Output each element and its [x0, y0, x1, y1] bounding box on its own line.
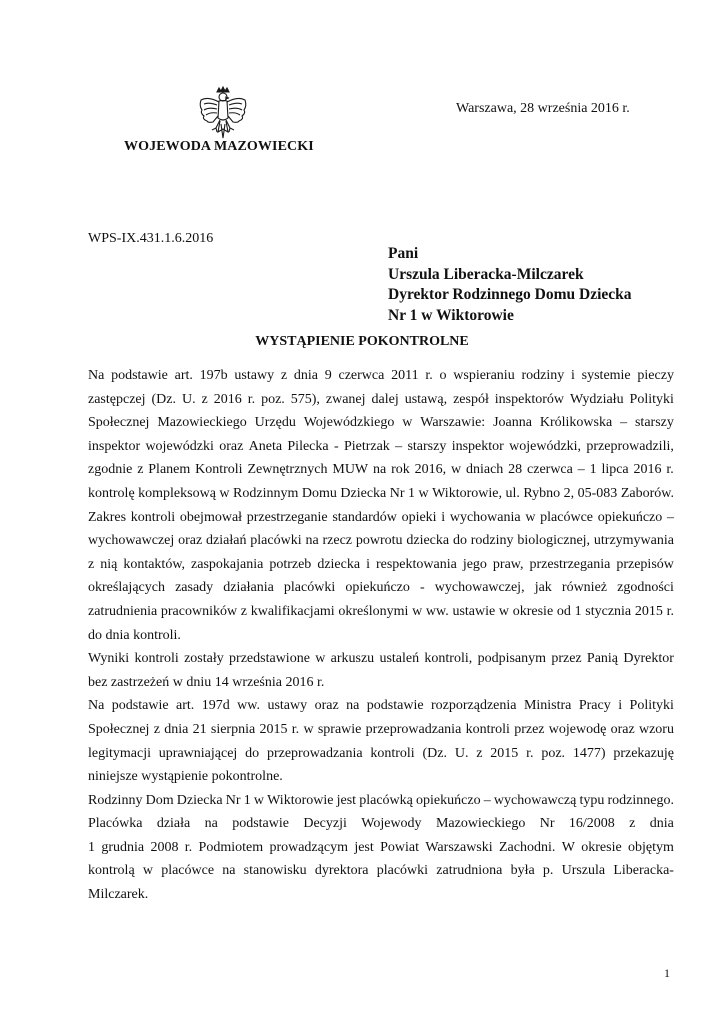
body-text-line: kontrolę kompleksową w Rodzinnym Domu Dziecka Nr 1 w Wiktorowie, ul. Rybno 2, 05-083 Zaborów.: [88, 485, 674, 501]
document-body: [88, 364, 674, 907]
recipient-line: Urszula Liberacka-Milczarek: [388, 265, 584, 283]
body-text-line: Rodzinny Dom Dziecka Nr 1 w Wiktorowie jest placówką opiekuńczo – wychowawczą typu rodzinnego.: [88, 792, 674, 808]
recipient-line: Nr 1 w Wiktorowie: [388, 306, 514, 324]
body-text-line: Zakres kontroli obejmował przestrzeganie standardów opieki i wychowania w placówce opiekuńczo –: [88, 509, 674, 525]
body-text-line: Placówka działa na podstawie Decyzji Wojewody Mazowieckiego Nr 16/2008 z dnia: [88, 816, 674, 832]
body-text-line: Milczarek.: [88, 887, 149, 903]
body-text-line: Na podstawie art. 197b ustawy z dnia 9 czerwca 2011 r. o wspieraniu rodziny i systemie pieczy: [88, 368, 674, 383]
issuing-authority: WOJEWODA MAZOWIECKI: [124, 139, 314, 154]
recipient-line: Pani: [388, 245, 419, 262]
place-and-date: Warszawa, 28 września 2016 r.: [456, 101, 630, 116]
body-text-line: legitymacji uprawniającej do przeprowadzania kontroli (Dz. U. z 2015 r. poz. 1477) przekazuję: [88, 745, 674, 761]
body-text-line: do dnia kontroli.: [88, 627, 181, 643]
document-title: WYSTĄPIENIE POKONTROLNE: [255, 334, 469, 349]
body-text-line: inspektor wojewódzki oraz Aneta Pilecka - Pietrzak – starszy inspektor wojewódzki, przeprowadzili,: [88, 438, 674, 454]
body-text-line: kontrolą w placówce na stanowisku dyrektora placówki zatrudniona była p. Urszula Liberacka-: [88, 863, 674, 879]
body-text-line: zatrudnienia pracowników z kwalifikacjami określonymi w ww. ustawie w okresie od 1 stycznia 2015 r.: [88, 603, 674, 619]
body-text-line: niniejsze wystąpienie pokontrolne.: [88, 769, 283, 785]
recipient-line: Dyrektor Rodzinnego Domu Dziecka: [388, 286, 632, 303]
body-text-line: Społecznej Mazowieckiego Urzędu Wojewódzkiego w Warszawie: Joanna Królikowska – starszy: [88, 415, 674, 431]
body-text-line: 1 grudnia 2008 r. Podmiotem prowadzącym jest Powiat Warszawski Zachodni. W okresie objętym: [88, 839, 674, 855]
body-text-line: Wyniki kontroli zostały przedstawione w arkuszu ustaleń kontroli, podpisanym przez Panią Dyrektor: [88, 651, 674, 667]
body-text-line: bez zastrzeżeń w dniu 14 września 2016 r.: [88, 674, 325, 690]
body-text-line: zastępczej (Dz. U. z 2016 r. poz. 575), zwanej dalej ustawą, zespół inspektorów Wydziału Polityki: [88, 391, 674, 407]
body-text-line: określających zasady działania placówki opiekuńczo - wychowawczej, jak również zgodności: [88, 580, 674, 596]
case-number: WPS-IX.431.1.6.2016: [88, 231, 214, 246]
body-text-line: Społecznej z dnia 21 sierpnia 2015 r. w sprawie przeprowadzania kontroli przez wojewodę oraz wzoru: [88, 721, 674, 737]
body-text-line: Na podstawie art. 197d ww. ustawy oraz na podstawie rozporządzenia Ministra Pracy i Polityki: [88, 698, 674, 714]
body-text-line: z nią kontaktów, zaspokajania potrzeb dziecka i respektowania jego praw, przestrzegania przepisów: [88, 556, 674, 572]
page-number: 1: [664, 966, 670, 980]
body-text-line: zgodnie z Planem Kontroli Zewnętrznych MUW na rok 2016, w dniach 28 czerwca – 1 lipca 2016 r.: [88, 462, 674, 478]
polish-eagle-icon: [196, 86, 250, 142]
body-text-line: wychowawczej oraz działań placówki na rzecz powrotu dziecka do rodziny biologicznej, utrzymywania: [88, 533, 674, 549]
recipient-block: [388, 244, 632, 326]
